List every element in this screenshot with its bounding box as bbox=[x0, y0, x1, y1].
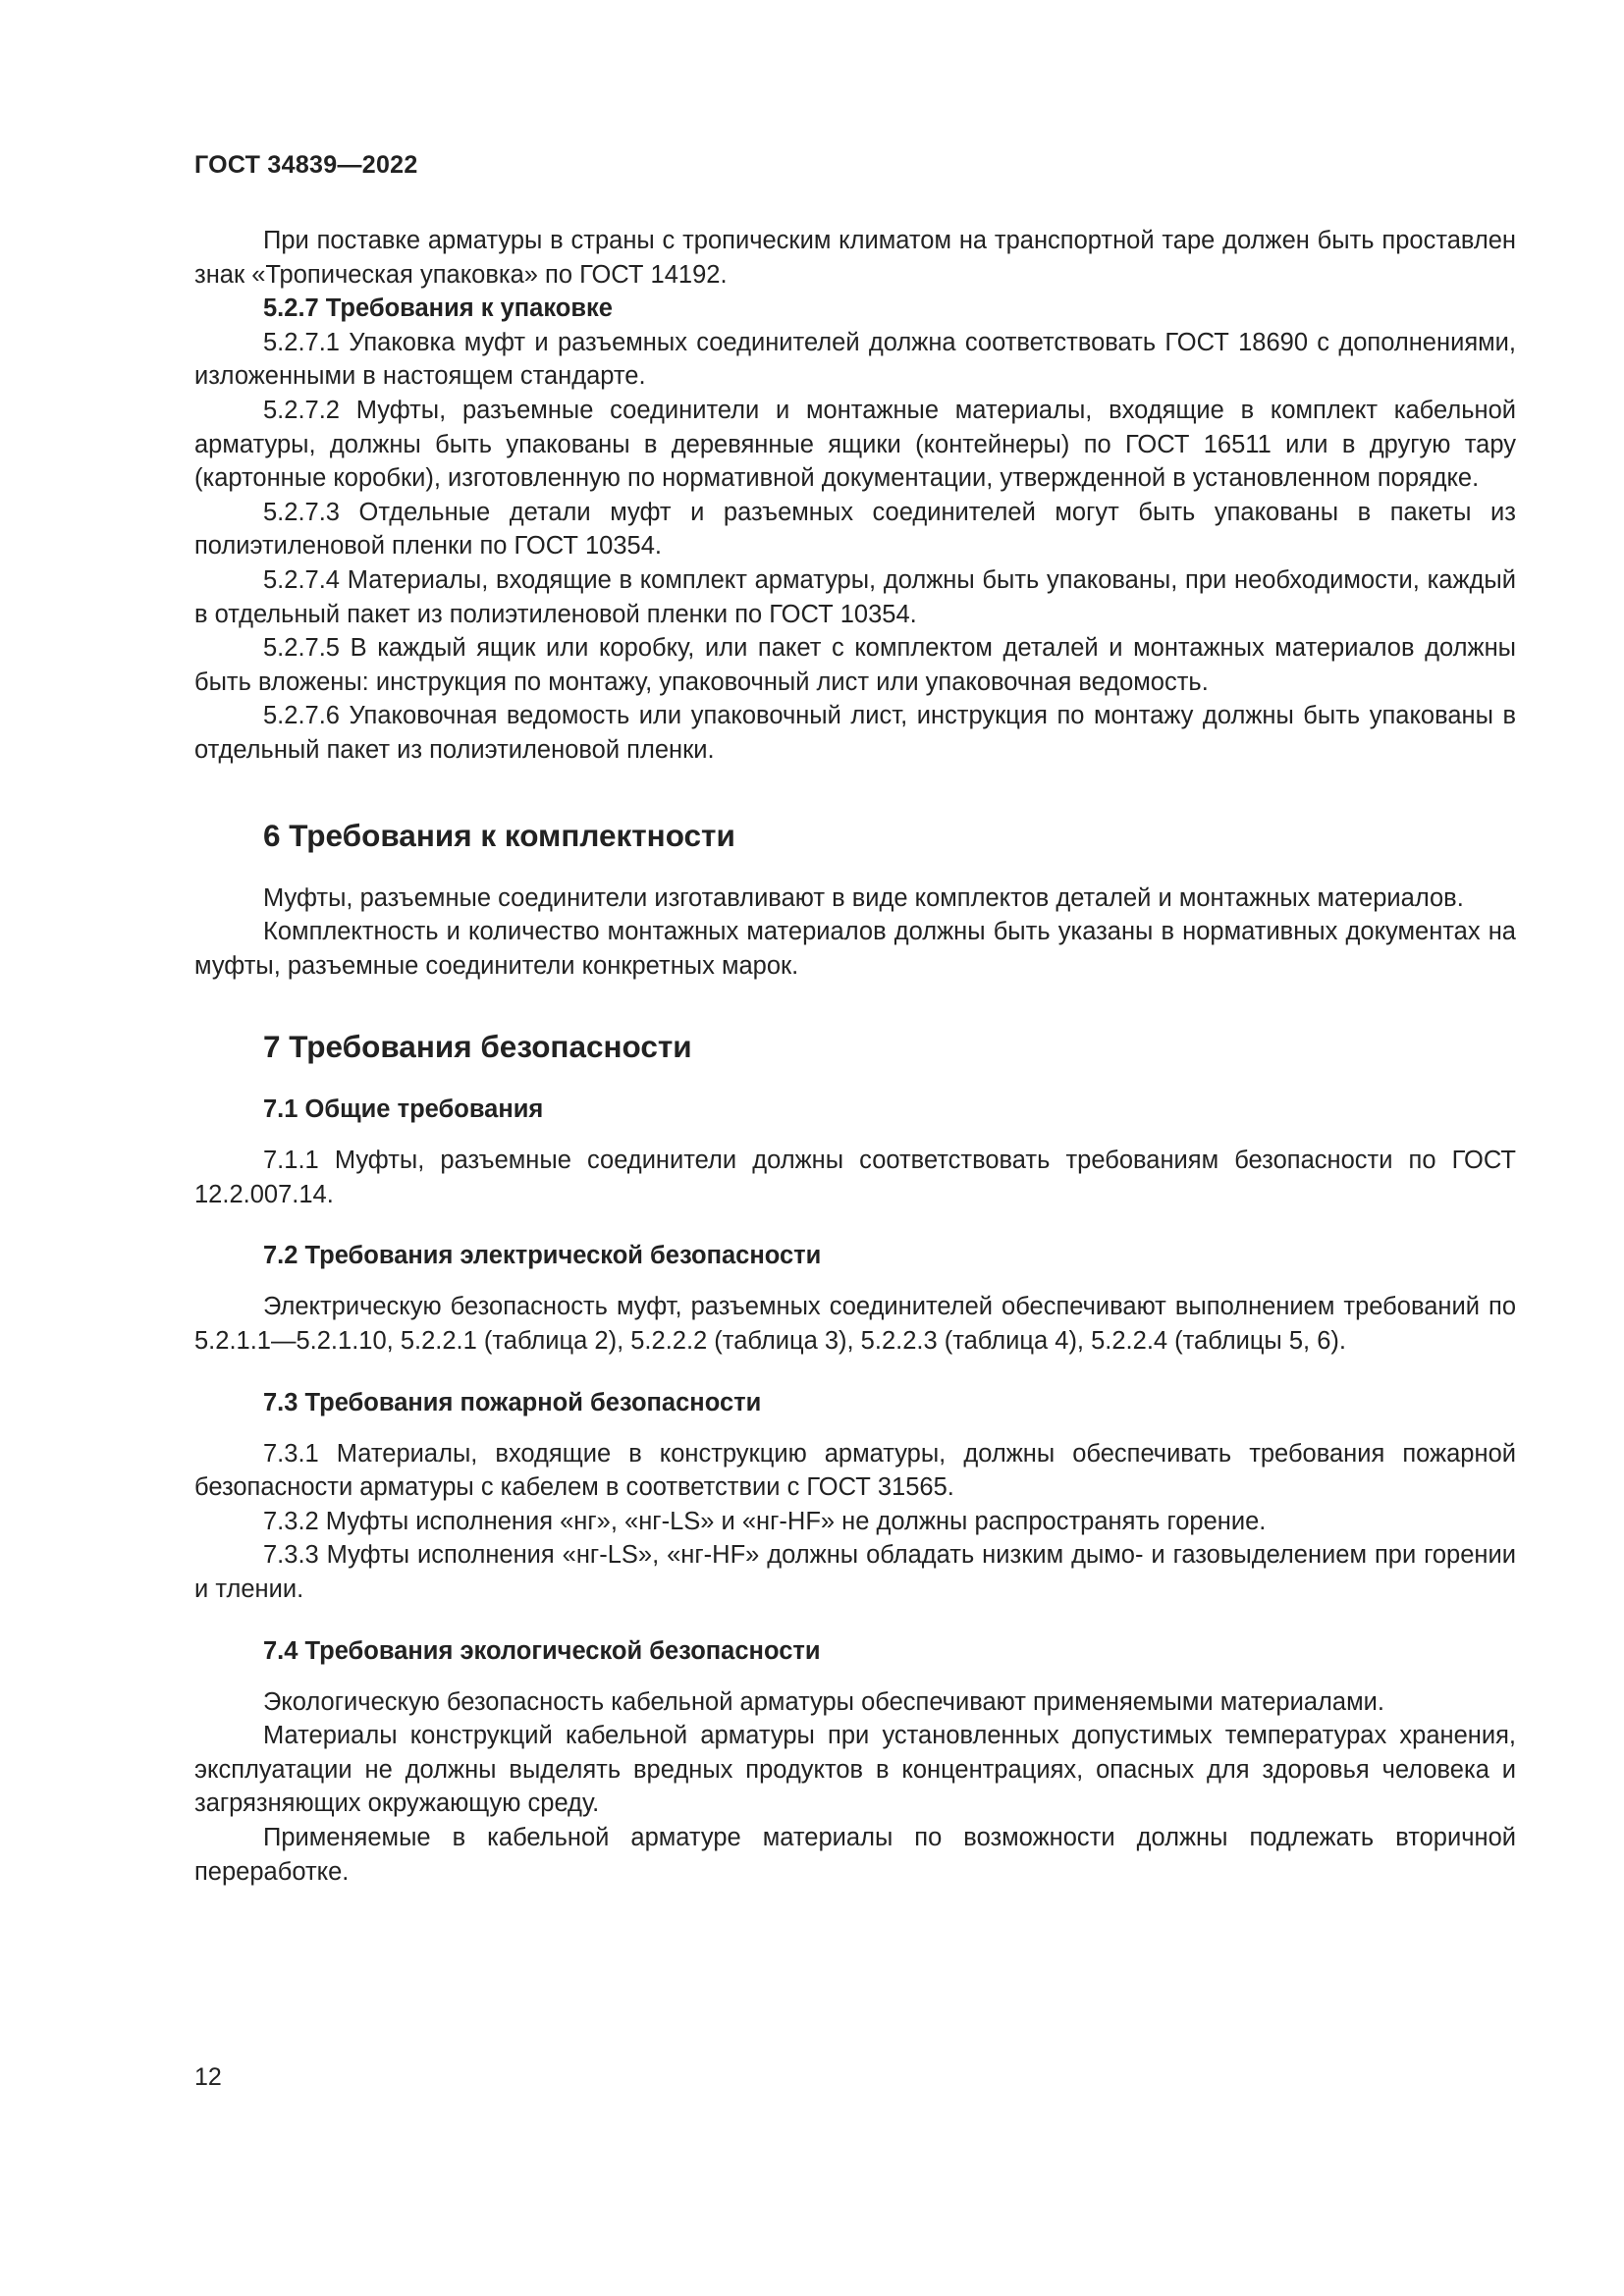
paragraph-7-2: Электрическую безопасность муфт, разъемных соединителей обеспечивают выполнением требований по 5.2.1.1—5.2.1.10, 5.2.2.1 (таблица 2), 5.2.2.2 (таблица 3), 5.2.2.3 (таблица 4), 5.2.2.4 (таблицы 5, 6). bbox=[194, 1293, 1516, 1356]
subsection-heading-7-1: 7.1 Общие требования bbox=[263, 1095, 544, 1124]
paragraph-7-4-recycling: Применяемые в кабельной арматуре материалы по возможности должны подлежать вторичной переработке. bbox=[194, 1824, 1516, 1886]
paragraph-7-3-3: 7.3.3 Муфты исполнения «нг-LS», «нг-HF» должны обладать низким дымо- и газовыделением при горении и тлении. bbox=[194, 1541, 1516, 1604]
paragraph-5-2-7-3: 5.2.7.3 Отдельные детали муфт и разъемных соединителей могут быть упакованы в пакеты из полиэтиленовой пленки по ГОСТ 10354. bbox=[194, 498, 1516, 561]
paragraph-6-kits: Муфты, разъемные соединители изготавливают в виде комплектов деталей и монтажных материалов. bbox=[263, 883, 1464, 912]
page-content bbox=[194, 224, 1516, 1889]
paragraph-7-3-1: 7.3.1 Материалы, входящие в конструкцию арматуры, должны обеспечивать требования пожарной безопасности арматуры с кабелем в соответствии с ГОСТ 31565. bbox=[194, 1439, 1516, 1502]
paragraph-tropical-packaging: При поставке арматуры в страны с тропическим климатом на транспортной таре должен быть проставлен знак «Тропическая упаковка» по ГОСТ 14192. bbox=[194, 227, 1516, 289]
paragraph-5-2-7-6: 5.2.7.6 Упаковочная ведомость или упаковочный лист, инструкция по монтажу должны быть упакованы в отдельный пакет из полиэтиленовой пленки. bbox=[194, 702, 1516, 764]
subsection-heading-7-4: 7.4 Требования экологической безопасности bbox=[263, 1636, 821, 1665]
paragraph-5-2-7-5: 5.2.7.5 В каждый ящик или коробку, или пакет с комплектом деталей и монтажных материалов должны быть вложены: инструкция по монтажу, упаковочный лист или упаковочная ведомость. bbox=[194, 634, 1516, 696]
page-number: 12 bbox=[194, 2063, 222, 2091]
paragraph-7-1-1: 7.1.1 Муфты, разъемные соединители должны соответствовать требованиям безопасности по ГОСТ 12.2.007.14. bbox=[194, 1147, 1516, 1208]
section-heading-7: 7 Требования безопасности bbox=[263, 1029, 692, 1065]
subsection-heading-5-2-7: 5.2.7 Требования к упаковке bbox=[263, 294, 613, 323]
paragraph-6-completeness: Комплектность и количество монтажных материалов должны быть указаны в нормативных документах на муфты, разъемные соединители конкретных марок. bbox=[194, 918, 1516, 980]
subsection-heading-7-3: 7.3 Требования пожарной безопасности bbox=[263, 1388, 762, 1416]
paragraph-5-2-7-2: 5.2.7.2 Муфты, разъемные соединители и монтажные материалы, входящие в комплект кабельной арматуры, должны быть упакованы в деревянные ящики (контейнеры) по ГОСТ 16511 или в другую тару (картонные коробки), изготовленную по нормативной документации, утвержденной в установленном порядке. bbox=[194, 396, 1516, 493]
paragraph-7-4-ecology: Экологическую безопасность кабельной арматуры обеспечивают применяемыми материалами. bbox=[263, 1687, 1384, 1716]
paragraph-5-2-7-1: 5.2.7.1 Упаковка муфт и разъемных соединителей должна соответствовать ГОСТ 18690 с дополнениями, изложенными в настоящем стандарте. bbox=[194, 328, 1516, 391]
subsection-heading-7-2: 7.2 Требования электрической безопасности bbox=[263, 1242, 822, 1270]
paragraph-7-3-2: 7.3.2 Муфты исполнения «нг», «нг-LS» и «нг-HF» не должны распространять горение. bbox=[263, 1507, 1267, 1535]
paragraph-7-4-materials: Материалы конструкций кабельной арматуры при установленных допустимых температурах хранения, эксплуатации не должны выделять вредных продуктов в концентрациях, опасных для здоровья человека и загрязняющих окружающую среду. bbox=[194, 1722, 1516, 1818]
document-code-header: ГОСТ 34839—2022 bbox=[194, 151, 418, 179]
section-heading-6: 6 Требования к комплектности bbox=[263, 817, 735, 853]
paragraph-5-2-7-4: 5.2.7.4 Материалы, входящие в комплект арматуры, должны быть упакованы, при необходимости, каждый в отдельный пакет из полиэтиленовой пленки по ГОСТ 10354. bbox=[194, 565, 1516, 628]
